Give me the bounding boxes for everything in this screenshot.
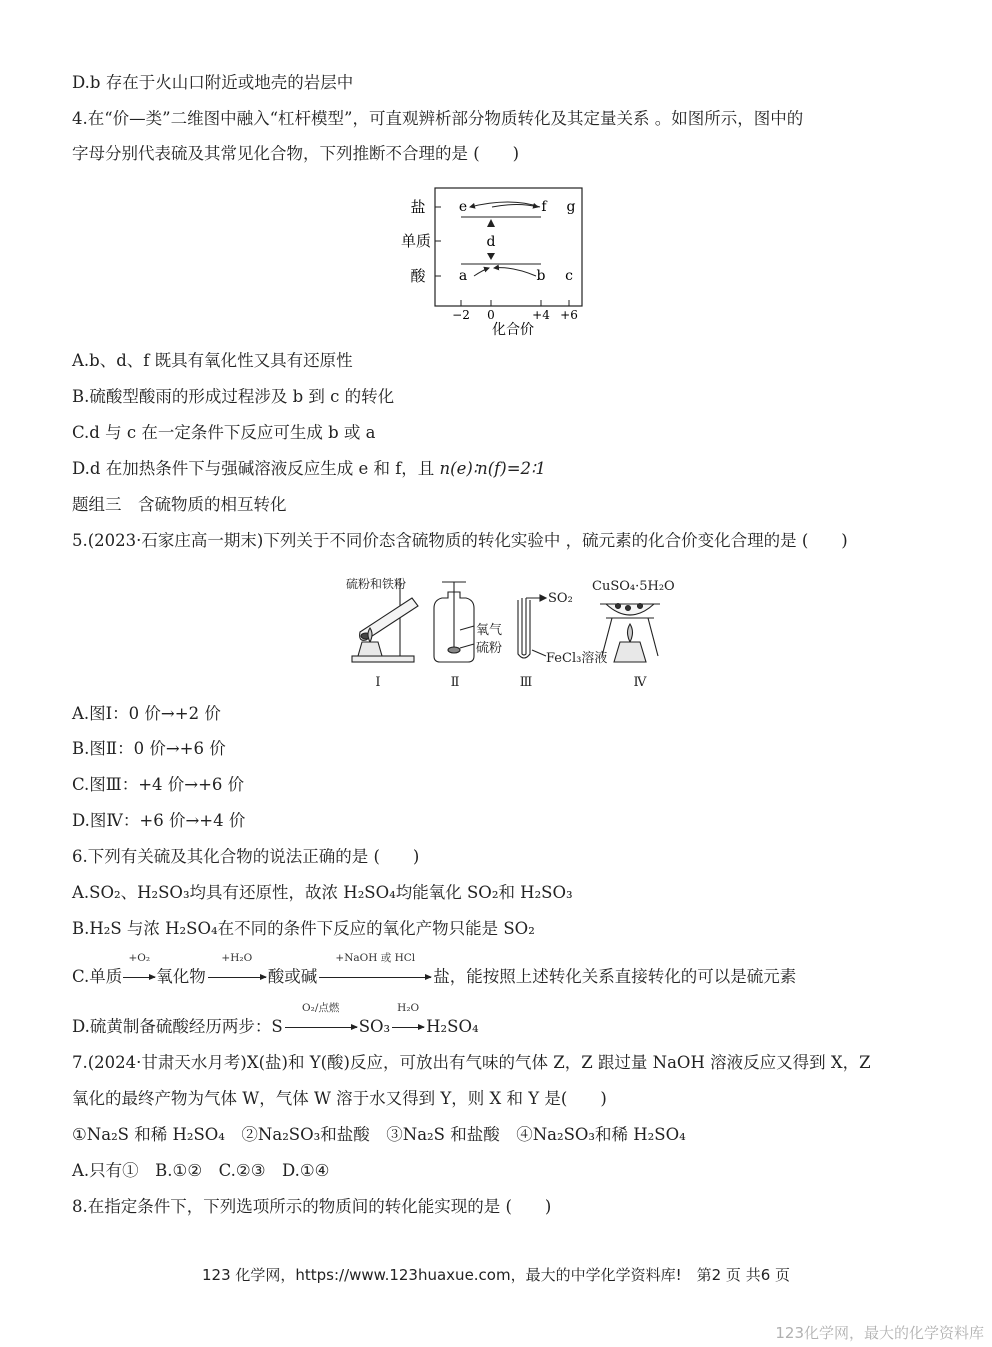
q6-option-d — [72, 1002, 479, 1038]
q4-option-d — [72, 458, 546, 480]
apparatus-4 — [600, 604, 660, 663]
q6d-h2so4: H₂SO₄ — [426, 1017, 479, 1036]
x-tick-pos4: +4 — [532, 308, 550, 322]
group3-title: 题组三 含硫物质的相互转化 — [72, 495, 287, 514]
point-e: e — [458, 199, 468, 215]
q4-option-d-ratio: n(e)∶n(f)=2∶1 — [439, 459, 546, 478]
q6c-arrow2-label: +H₂O — [221, 952, 253, 964]
apparatus-2 — [434, 582, 474, 662]
q4-option-b: B.硫酸型酸雨的形成过程涉及 b 到 c 的转化 — [72, 387, 395, 406]
q4-option-a: A.b、d、f 既具有氧化性又具有还原性 — [72, 351, 353, 370]
q4-option-c: C.d 与 c 在一定条件下反应可生成 b 或 a — [72, 423, 376, 442]
label-sulfur-powder: 硫粉 — [476, 641, 503, 656]
q7-stem-line2: 氧化的最终产物为气体 W，气体 W 溶于水又得到 Y，则 X 和 Y 是( ) — [72, 1089, 607, 1108]
q4-option-d-text: D.d 在加热条件下与强碱溶液反应生成 e 和 f，且 — [72, 459, 440, 478]
q6c-oxide: 氧化物 — [156, 967, 206, 986]
q6c-prefix: C.单质 — [72, 967, 123, 986]
label-so2: SO₂ — [548, 591, 573, 606]
point-c: c — [565, 268, 573, 284]
y-label-acid: 酸 — [410, 267, 426, 285]
point-d: d — [486, 234, 496, 250]
q7-answer-options: A.只有① B.①② C.②③ D.①④ — [72, 1161, 330, 1180]
q7-choices: ①Na₂S 和稀 H₂SO₄ ②Na₂SO₃和盐酸 ③Na₂S 和盐酸 ④Na₂SO₃和稀 H₂SO₄ — [72, 1125, 686, 1144]
q6d-prefix: D.硫黄制备硫酸经历两步：S — [72, 1017, 283, 1036]
q6c-acid-or-base: 酸或碱 — [267, 967, 318, 986]
fulcrum-down — [487, 253, 495, 260]
q6c-suffix: 盐，能按照上述转化关系直接转化的可以是硫元素 — [433, 967, 797, 986]
q7-stem-line1: 7.(2024·甘肃天水月考)X(盐)和 Y(酸)反应，可放出有气味的气体 Z，Z 跟过量 NaOH 溶液反应又得到 X，Z — [72, 1053, 871, 1072]
x-tick-pos6: +6 — [560, 308, 578, 322]
x-axis-label: 化合价 — [492, 322, 534, 338]
q6d-so3: SO₃ — [358, 1017, 391, 1036]
panel-number-4: Ⅳ — [633, 675, 647, 690]
y-label-element: 单质 — [400, 232, 432, 250]
q5-option-c: C.图Ⅲ：+4 价→+6 价 — [72, 775, 245, 794]
point-a: a — [458, 268, 468, 284]
q6c-arrow3-label: +NaOH 或 HCl — [335, 952, 416, 964]
q3-option-d: D.b 存在于火山口附近或地壳的岩层中 — [72, 73, 354, 92]
q5-option-b: B.图Ⅱ：0 价→+6 价 — [72, 739, 226, 758]
fulcrum-up — [487, 219, 495, 227]
q8-stem: 8.在指定条件下，下列选项所示的物质间的转化能实现的是 ( ) — [72, 1197, 552, 1216]
q6d-arrow2-label: H₂O — [397, 1002, 420, 1014]
point-g: g — [566, 199, 576, 215]
q6-option-a: A.SO₂、H₂SO₃均具有还原性，故浓 H₂SO₄均能氧化 SO₂和 H₂SO₃ — [72, 883, 573, 902]
q6c-arrow1-label: +O₂ — [128, 952, 151, 964]
label-fecl3: FeCl₃溶液 — [546, 651, 608, 666]
y-label-salt: 盐 — [410, 198, 426, 216]
x-tick-0: 0 — [487, 308, 495, 322]
watermark: 123化学网，最大的化学资料库 — [775, 1324, 984, 1342]
label-oxygen: 氧气 — [476, 623, 503, 638]
q4-stem-line2: 字母分别代表硫及其常见化合物，下列推断不合理的是 ( ) — [72, 144, 520, 163]
q4-stem-line1: 4.在“价—类”二维图中融入“杠杆模型”，可直观辨析部分物质转化及其定量关系 。如图所示，图中的 — [72, 109, 804, 128]
panel-number-1: Ⅰ — [375, 675, 381, 690]
q5-apparatus-figure — [300, 570, 720, 694]
q6-option-b: B.H₂S 与浓 H₂SO₄在不同的条件下反应的氧化产物只能是 SO₂ — [72, 919, 535, 938]
point-f: f — [541, 199, 547, 215]
figure-frame — [435, 188, 582, 306]
q6-stem: 6.下列有关硫及其化合物的说法正确的是 ( ) — [72, 847, 420, 866]
x-tick-neg2: −2 — [452, 308, 470, 322]
q5-option-d: D.图Ⅳ：+6 价→+4 价 — [72, 811, 246, 830]
label-cuso4: CuSO₄·5H₂O — [592, 579, 675, 594]
label-sulfur-iron: 硫粉和铁粉 — [346, 577, 407, 591]
q5-option-a: A.图Ⅰ：0 价→+2 价 — [72, 704, 221, 723]
q6-option-c — [72, 952, 797, 988]
q4-valence-class-figure — [400, 180, 600, 340]
point-b: b — [536, 268, 546, 284]
panel-number-2: Ⅱ — [450, 675, 460, 690]
q5-stem: 5.(2023·石家庄高一期末)下列关于不同价态含硫物质的转化实验中 ，硫元素的化合价变化合理的是 ( ) — [72, 531, 848, 550]
apparatus-3 — [518, 595, 546, 658]
q6d-arrow1-label: O₂/点燃 — [302, 1002, 340, 1014]
panel-number-3: Ⅲ — [519, 675, 533, 690]
page-footer: 123 化学网，https://www.123huaxue.com，最大的中学化学资料库! 第2 页 共6 页 — [201, 1266, 791, 1284]
